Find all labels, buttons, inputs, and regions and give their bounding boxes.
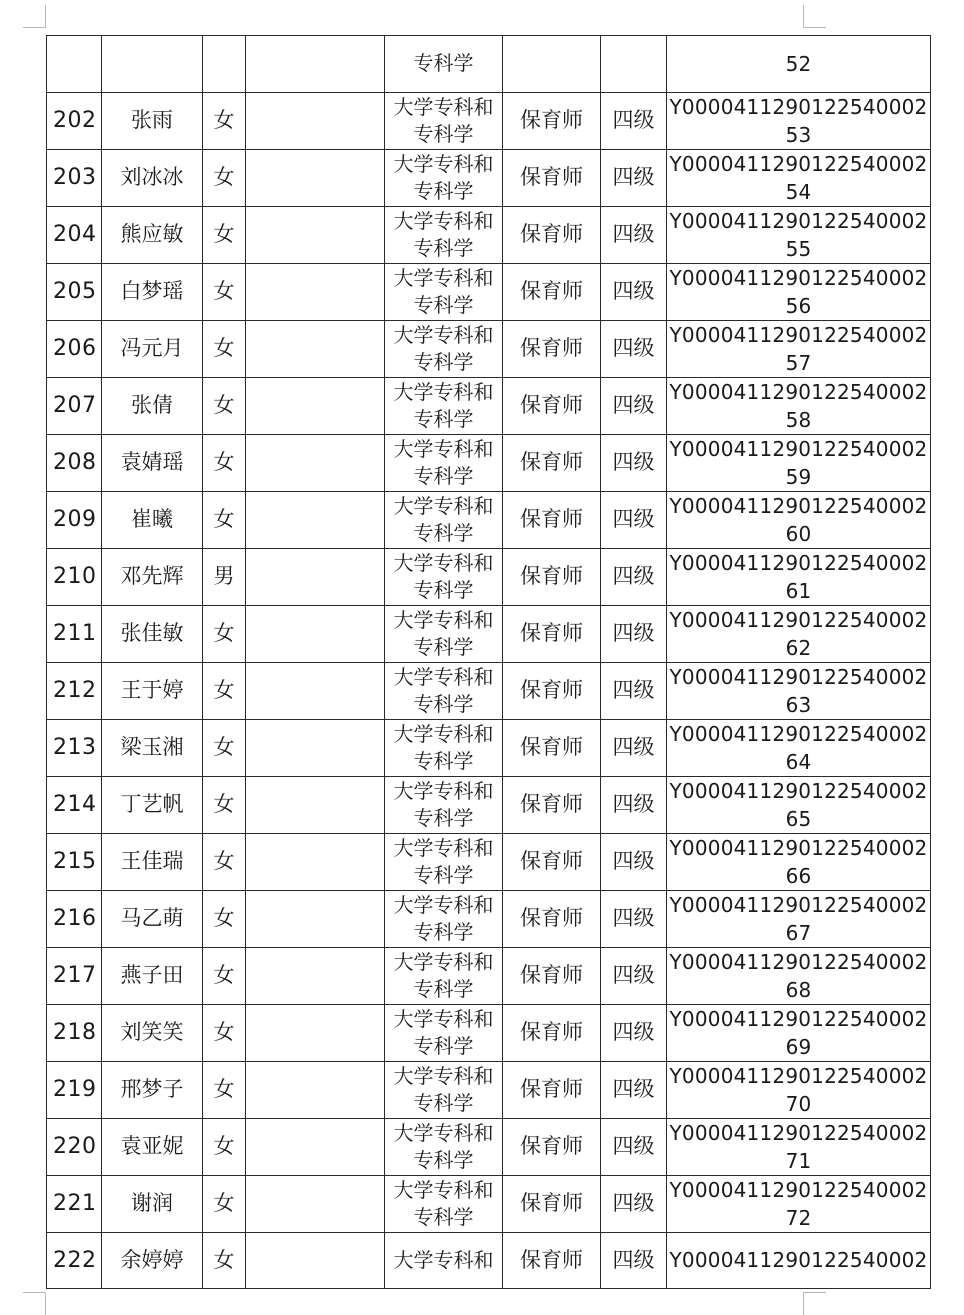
education-line: 专科学 [413, 349, 474, 374]
cell-blank [246, 377, 385, 434]
cell-number: 218 [47, 1004, 102, 1061]
certificate-line: 57 [785, 350, 812, 375]
table-row [47, 377, 931, 434]
education-line: 大学专科和 [393, 1120, 494, 1145]
education-line: 专科学 [413, 292, 474, 317]
cell-occupation: 保育师 [503, 206, 601, 263]
cell-name: 梁玉湘 [102, 719, 203, 776]
cell-blank [246, 434, 385, 491]
education-line: 专科学 [413, 121, 474, 146]
table-row [47, 434, 931, 491]
cell-name: 冯元月 [102, 320, 203, 377]
table-row [47, 776, 931, 833]
cell-gender: 女 [203, 206, 246, 263]
cell-level: 四级 [601, 1175, 667, 1232]
certificate-line: Y0000411290122540002 [669, 550, 928, 575]
cell-education [385, 605, 503, 662]
cell-certificate-number [667, 947, 931, 1004]
cell-number: 203 [47, 149, 102, 206]
cell-occupation: 保育师 [503, 662, 601, 719]
cell-certificate-number [667, 1118, 931, 1175]
cell-blank [246, 1061, 385, 1118]
education-line: 专科学 [413, 1033, 474, 1058]
certificate-line: 53 [785, 122, 812, 147]
cell-number: 205 [47, 263, 102, 320]
cell-level: 四级 [601, 1061, 667, 1118]
education-line: 大学专科和 [393, 607, 494, 632]
cell-level: 四级 [601, 263, 667, 320]
cell-certificate-number [667, 1175, 931, 1232]
cell-number: 220 [47, 1118, 102, 1175]
cell-education [385, 548, 503, 605]
cell-occupation: 保育师 [503, 1175, 601, 1232]
cell-name: 崔曦 [102, 491, 203, 548]
education-line: 专科学 [413, 1147, 474, 1172]
education-line: 大学专科和 [393, 379, 494, 404]
education-line: 大学专科和 [393, 721, 494, 746]
cell-level: 四级 [601, 662, 667, 719]
cell-education [385, 1004, 503, 1061]
cell-education [385, 206, 503, 263]
cell-number: 209 [47, 491, 102, 548]
table-row [47, 206, 931, 263]
cell-blank [246, 719, 385, 776]
cell-certificate-number [667, 776, 931, 833]
cell-number: 217 [47, 947, 102, 1004]
certificate-line: Y0000411290122540002 [669, 664, 928, 689]
cell-name: 袁婧瑶 [102, 434, 203, 491]
table-row [47, 92, 931, 149]
cell-level: 四级 [601, 719, 667, 776]
education-line: 专科学 [413, 919, 474, 944]
cell-name [102, 36, 203, 93]
certificate-roster-table [46, 35, 931, 1289]
cell-education [385, 1232, 503, 1289]
cell-certificate-number [667, 1232, 931, 1289]
cell-certificate-number [667, 833, 931, 890]
cell-gender: 女 [203, 833, 246, 890]
cell-level: 四级 [601, 92, 667, 149]
table-row [47, 263, 931, 320]
education-line: 专科学 [413, 748, 474, 773]
table-row [47, 548, 931, 605]
cell-blank [246, 1175, 385, 1232]
education-line: 专科学 [413, 1204, 474, 1229]
cell-number: 214 [47, 776, 102, 833]
cell-level: 四级 [601, 776, 667, 833]
education-line: 大学专科和 [393, 493, 494, 518]
cell-education [385, 833, 503, 890]
cell-education [385, 491, 503, 548]
table-row [47, 947, 931, 1004]
cell-level: 四级 [601, 890, 667, 947]
cell-name: 王佳瑞 [102, 833, 203, 890]
education-line: 大学专科和 [393, 1063, 494, 1088]
cell-certificate-number [667, 1061, 931, 1118]
certificate-line: 71 [785, 1148, 812, 1173]
cell-education [385, 776, 503, 833]
cell-certificate-number [667, 206, 931, 263]
cell-gender: 女 [203, 92, 246, 149]
certificate-line: 67 [785, 920, 812, 945]
cell-certificate-number [667, 320, 931, 377]
cell-certificate-number [667, 662, 931, 719]
cell-level: 四级 [601, 1232, 667, 1289]
certificate-line: 65 [785, 806, 812, 831]
cell-name: 丁艺帆 [102, 776, 203, 833]
cell-certificate-number [667, 548, 931, 605]
education-line: 专科学 [413, 51, 474, 76]
cell-blank [246, 206, 385, 263]
cell-name: 马乙萌 [102, 890, 203, 947]
certificate-line: Y0000411290122540002 [669, 1063, 928, 1088]
cell-gender: 男 [203, 548, 246, 605]
cell-certificate-number [667, 890, 931, 947]
education-line: 专科学 [413, 406, 474, 431]
table-row [47, 320, 931, 377]
cell-number: 221 [47, 1175, 102, 1232]
cell-number: 207 [47, 377, 102, 434]
certificate-line: 59 [785, 464, 812, 489]
cell-certificate-number [667, 92, 931, 149]
certificate-line: 52 [785, 51, 812, 76]
table-row [47, 1118, 931, 1175]
cell-blank [246, 776, 385, 833]
certificate-line: Y0000411290122540002 [669, 493, 928, 518]
cell-level: 四级 [601, 149, 667, 206]
cell-occupation: 保育师 [503, 92, 601, 149]
table-row-continued [47, 36, 931, 93]
cell-occupation: 保育师 [503, 491, 601, 548]
cell-name: 袁亚妮 [102, 1118, 203, 1175]
cell-education [385, 36, 503, 93]
cell-name: 刘笑笑 [102, 1004, 203, 1061]
table-row [47, 719, 931, 776]
cell-name: 张倩 [102, 377, 203, 434]
certificate-line: 70 [785, 1091, 812, 1116]
certificate-line: Y0000411290122540002 [669, 379, 928, 404]
cell-certificate-number [667, 149, 931, 206]
certificate-line: Y0000411290122540002 [669, 436, 928, 461]
cell-number: 202 [47, 92, 102, 149]
cell-blank [246, 605, 385, 662]
cell-blank [246, 1232, 385, 1289]
table-row [47, 491, 931, 548]
certificate-line: Y0000411290122540002 [669, 607, 928, 632]
certificate-line: 72 [785, 1205, 812, 1230]
table-row [47, 1175, 931, 1232]
table-row [47, 1061, 931, 1118]
cell-education [385, 92, 503, 149]
cell-name: 邓先辉 [102, 548, 203, 605]
certificate-line: Y0000411290122540002 [669, 892, 928, 917]
table-row [47, 605, 931, 662]
cell-occupation: 保育师 [503, 776, 601, 833]
cell-name: 余婷婷 [102, 1232, 203, 1289]
cell-number [47, 36, 102, 93]
cell-gender: 女 [203, 719, 246, 776]
education-line: 大学专科和 [393, 550, 494, 575]
cell-gender: 女 [203, 1175, 246, 1232]
cell-level: 四级 [601, 548, 667, 605]
cell-blank [246, 1118, 385, 1175]
cell-blank [246, 149, 385, 206]
cell-gender: 女 [203, 491, 246, 548]
cell-certificate-number [667, 1004, 931, 1061]
education-line: 专科学 [413, 235, 474, 260]
cell-name: 刘冰冰 [102, 149, 203, 206]
table-row [47, 662, 931, 719]
education-line: 专科学 [413, 1090, 474, 1115]
cell-blank [246, 662, 385, 719]
cell-gender: 女 [203, 776, 246, 833]
certificate-line: Y0000411290122540002 [669, 265, 928, 290]
cell-blank [246, 833, 385, 890]
cell-gender: 女 [203, 890, 246, 947]
cell-number: 204 [47, 206, 102, 263]
cell-occupation: 保育师 [503, 263, 601, 320]
table-body [47, 36, 931, 1289]
cell-gender: 女 [203, 263, 246, 320]
education-line: 大学专科和 [393, 1006, 494, 1031]
cell-certificate-number [667, 491, 931, 548]
cell-level: 四级 [601, 1118, 667, 1175]
certificate-line: Y0000411290122540002 [669, 949, 928, 974]
education-line: 大学专科和 [393, 949, 494, 974]
cell-gender: 女 [203, 1118, 246, 1175]
cell-level: 四级 [601, 434, 667, 491]
cell-gender: 女 [203, 662, 246, 719]
cell-certificate-number [667, 719, 931, 776]
certificate-line: Y0000411290122540002 [669, 94, 928, 119]
cell-education [385, 434, 503, 491]
cell-gender [203, 36, 246, 93]
cell-name: 熊应敏 [102, 206, 203, 263]
cell-level: 四级 [601, 833, 667, 890]
cell-level: 四级 [601, 320, 667, 377]
certificate-line: 61 [785, 578, 812, 603]
cell-level [601, 36, 667, 93]
certificate-line: Y0000411290122540002 [669, 151, 928, 176]
page-corner-mark-top-left [23, 5, 46, 28]
cell-blank [246, 36, 385, 93]
cell-education [385, 1118, 503, 1175]
cell-level: 四级 [601, 947, 667, 1004]
cell-blank [246, 263, 385, 320]
education-line: 专科学 [413, 805, 474, 830]
cell-blank [246, 890, 385, 947]
cell-gender: 女 [203, 434, 246, 491]
cell-gender: 女 [203, 1061, 246, 1118]
cell-number: 216 [47, 890, 102, 947]
cell-occupation: 保育师 [503, 1118, 601, 1175]
cell-occupation: 保育师 [503, 548, 601, 605]
cell-education [385, 263, 503, 320]
certificate-line: 60 [785, 521, 812, 546]
cell-number: 210 [47, 548, 102, 605]
cell-level: 四级 [601, 1004, 667, 1061]
education-line: 大学专科和 [393, 94, 494, 119]
cell-level: 四级 [601, 206, 667, 263]
education-line: 专科学 [413, 691, 474, 716]
education-line: 专科学 [413, 862, 474, 887]
cell-gender: 女 [203, 149, 246, 206]
cell-gender: 女 [203, 377, 246, 434]
cell-number: 206 [47, 320, 102, 377]
cell-occupation: 保育师 [503, 833, 601, 890]
education-line: 大学专科和 [393, 892, 494, 917]
certificate-line: 55 [785, 236, 812, 261]
cell-level: 四级 [601, 491, 667, 548]
cell-occupation: 保育师 [503, 1004, 601, 1061]
certificate-line: 69 [785, 1034, 812, 1059]
cell-occupation: 保育师 [503, 320, 601, 377]
cell-name: 张雨 [102, 92, 203, 149]
education-line: 大学专科和 [393, 322, 494, 347]
cell-number: 213 [47, 719, 102, 776]
cell-number: 211 [47, 605, 102, 662]
certificate-line: 64 [785, 749, 812, 774]
certificate-line: Y0000411290122540002 [669, 1177, 928, 1202]
cell-name: 张佳敏 [102, 605, 203, 662]
education-line: 大学专科和 [393, 265, 494, 290]
cell-certificate-number [667, 377, 931, 434]
cell-education [385, 377, 503, 434]
education-line: 大学专科和 [393, 208, 494, 233]
education-line: 大学专科和 [393, 1247, 494, 1272]
certificate-line: 62 [785, 635, 812, 660]
cell-occupation: 保育师 [503, 1232, 601, 1289]
table-row [47, 1004, 931, 1061]
cell-education [385, 947, 503, 1004]
cell-occupation [503, 36, 601, 93]
cell-gender: 女 [203, 1232, 246, 1289]
certificate-line: Y0000411290122540002 [669, 778, 928, 803]
table-row [47, 1232, 931, 1289]
certificate-line: 56 [785, 293, 812, 318]
cell-number: 219 [47, 1061, 102, 1118]
cell-occupation: 保育师 [503, 605, 601, 662]
cell-name: 燕子田 [102, 947, 203, 1004]
education-line: 专科学 [413, 577, 474, 602]
cell-occupation: 保育师 [503, 947, 601, 1004]
cell-education [385, 719, 503, 776]
certificate-line: Y0000411290122540002 [669, 1120, 928, 1145]
cell-education [385, 662, 503, 719]
cell-occupation: 保育师 [503, 719, 601, 776]
cell-blank [246, 92, 385, 149]
education-line: 专科学 [413, 178, 474, 203]
cell-name: 王于婷 [102, 662, 203, 719]
table-row [47, 149, 931, 206]
education-line: 大学专科和 [393, 664, 494, 689]
certificate-line: Y0000411290122540002 [669, 1248, 928, 1273]
certificate-line: Y0000411290122540002 [669, 322, 928, 347]
cell-education [385, 320, 503, 377]
cell-occupation: 保育师 [503, 377, 601, 434]
certificate-line: Y0000411290122540002 [669, 721, 928, 746]
certificate-line: 66 [785, 863, 812, 888]
certificate-line: 54 [785, 179, 812, 204]
cell-blank [246, 947, 385, 1004]
table-row [47, 833, 931, 890]
cell-level: 四级 [601, 605, 667, 662]
cell-number: 215 [47, 833, 102, 890]
cell-occupation: 保育师 [503, 1061, 601, 1118]
education-line: 大学专科和 [393, 151, 494, 176]
page-corner-mark-bottom-right [803, 1292, 826, 1315]
cell-name: 白梦瑶 [102, 263, 203, 320]
certificate-line: 58 [785, 407, 812, 432]
table-row [47, 890, 931, 947]
cell-number: 212 [47, 662, 102, 719]
cell-blank [246, 320, 385, 377]
cell-name: 谢润 [102, 1175, 203, 1232]
cell-gender: 女 [203, 320, 246, 377]
cell-blank [246, 548, 385, 605]
education-line: 专科学 [413, 976, 474, 1001]
cell-level: 四级 [601, 377, 667, 434]
cell-gender: 女 [203, 947, 246, 1004]
certificate-line: 68 [785, 977, 812, 1002]
page-corner-mark-top-right [803, 5, 826, 28]
certificate-line: Y0000411290122540002 [669, 835, 928, 860]
cell-gender: 女 [203, 1004, 246, 1061]
cell-blank [246, 1004, 385, 1061]
cell-education [385, 890, 503, 947]
certificate-line: Y0000411290122540002 [669, 1006, 928, 1031]
cell-blank [246, 491, 385, 548]
cell-certificate-number [667, 605, 931, 662]
cell-education [385, 1061, 503, 1118]
cell-occupation: 保育师 [503, 149, 601, 206]
cell-occupation: 保育师 [503, 434, 601, 491]
education-line: 专科学 [413, 520, 474, 545]
cell-name: 邢梦子 [102, 1061, 203, 1118]
education-line: 大学专科和 [393, 436, 494, 461]
page-corner-mark-bottom-left [23, 1292, 46, 1315]
education-line: 专科学 [413, 634, 474, 659]
cell-gender: 女 [203, 605, 246, 662]
cell-occupation: 保育师 [503, 890, 601, 947]
cell-number: 208 [47, 434, 102, 491]
cell-number: 222 [47, 1232, 102, 1289]
education-line: 专科学 [413, 463, 474, 488]
cell-education [385, 149, 503, 206]
certificate-line: 63 [785, 692, 812, 717]
certificate-line: Y0000411290122540002 [669, 208, 928, 233]
cell-certificate-number [667, 36, 931, 93]
education-line: 大学专科和 [393, 778, 494, 803]
education-line: 大学专科和 [393, 1177, 494, 1202]
cell-education [385, 1175, 503, 1232]
cell-certificate-number [667, 434, 931, 491]
education-line: 大学专科和 [393, 835, 494, 860]
cell-certificate-number [667, 263, 931, 320]
